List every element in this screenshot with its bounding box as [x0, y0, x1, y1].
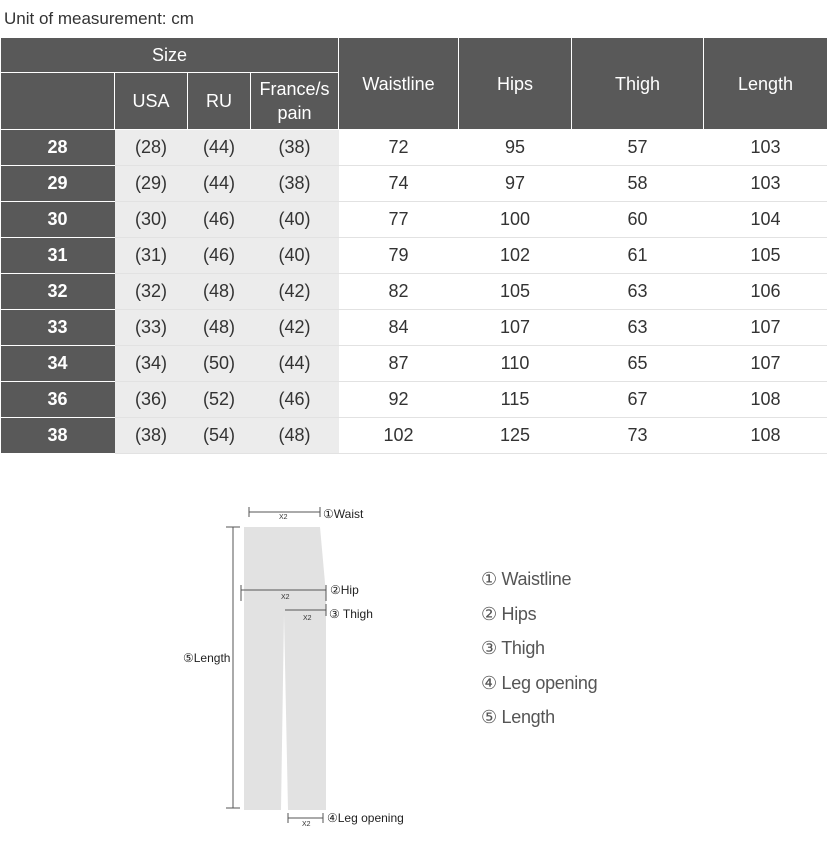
thigh-cell: 57 — [572, 130, 704, 166]
hips-cell: 125 — [459, 418, 572, 454]
size-chart-table — [0, 37, 827, 454]
waistline-cell: 84 — [339, 310, 459, 346]
thigh-cell: 60 — [572, 202, 704, 238]
france-spain-cell: (38) — [251, 130, 339, 166]
size-cell: 38 — [1, 418, 115, 454]
table-row — [1, 418, 827, 454]
usa-cell: (29) — [115, 166, 188, 202]
thigh-cell: 67 — [572, 382, 704, 418]
length-cell: 104 — [704, 202, 827, 238]
length-cell: 103 — [704, 130, 827, 166]
length-label: ⑤Length — [183, 651, 231, 665]
legend-item-leg-opening: ④ Leg opening — [481, 672, 598, 693]
france-spain-cell: (38) — [251, 166, 339, 202]
ru-cell: (48) — [188, 310, 251, 346]
size-cell: 36 — [1, 382, 115, 418]
hips-cell: 102 — [459, 238, 572, 274]
usa-cell: (32) — [115, 274, 188, 310]
ru-cell: (54) — [188, 418, 251, 454]
size-cell: 32 — [1, 274, 115, 310]
thigh-cell: 63 — [572, 274, 704, 310]
size-cell: 34 — [1, 346, 115, 382]
length-cell: 108 — [704, 382, 827, 418]
table-row — [1, 274, 827, 310]
thigh-cell: 65 — [572, 346, 704, 382]
table-row — [1, 310, 827, 346]
table-row — [1, 166, 827, 202]
table-row — [1, 382, 827, 418]
waistline-cell: 82 — [339, 274, 459, 310]
length-header: Length — [704, 38, 827, 130]
france-spain-header: France/s pain — [251, 73, 339, 130]
waistline-cell: 72 — [339, 130, 459, 166]
length-cell: 107 — [704, 346, 827, 382]
hips-cell: 105 — [459, 274, 572, 310]
length-cell: 105 — [704, 238, 827, 274]
thigh-cell: 61 — [572, 238, 704, 274]
thigh-x2-label: X2 — [303, 615, 312, 622]
hips-cell: 115 — [459, 382, 572, 418]
france-spain-cell: (40) — [251, 202, 339, 238]
size-cell: 31 — [1, 238, 115, 274]
unit-note: Unit of measurement: cm — [4, 9, 194, 28]
waistline-cell: 79 — [339, 238, 459, 274]
hip-x2-label: X2 — [281, 594, 290, 601]
size-cell: 28 — [1, 130, 115, 166]
length-cell: 107 — [704, 310, 827, 346]
table-row — [1, 202, 827, 238]
size-header: Size — [1, 38, 339, 73]
ru-cell: (48) — [188, 274, 251, 310]
leg-opening-label: ④Leg opening — [327, 811, 404, 825]
waistline-header: Waistline — [339, 38, 459, 130]
hips-cell: 110 — [459, 346, 572, 382]
table-row — [1, 238, 827, 274]
waistline-cell: 92 — [339, 382, 459, 418]
waistline-cell: 87 — [339, 346, 459, 382]
thigh-cell: 73 — [572, 418, 704, 454]
hips-header: Hips — [459, 38, 572, 130]
hips-cell: 95 — [459, 130, 572, 166]
waist-x2-label: X2 — [279, 514, 288, 521]
usa-cell: (28) — [115, 130, 188, 166]
usa-cell: (33) — [115, 310, 188, 346]
size-cell: 33 — [1, 310, 115, 346]
length-cell: 103 — [704, 166, 827, 202]
table-row — [1, 130, 827, 166]
ru-cell: (46) — [188, 202, 251, 238]
legend-item-hips: ② Hips — [481, 603, 537, 624]
pants-silhouette — [244, 527, 326, 810]
france-spain-cell: (48) — [251, 418, 339, 454]
thigh-header: Thigh — [572, 38, 704, 130]
hip-label: ②Hip — [330, 583, 359, 597]
usa-header: USA — [115, 73, 188, 130]
ru-cell: (52) — [188, 382, 251, 418]
table-row — [1, 346, 827, 382]
ru-cell: (44) — [188, 130, 251, 166]
hips-cell: 107 — [459, 310, 572, 346]
waist-label: ①Waist — [323, 507, 364, 521]
hips-cell: 97 — [459, 166, 572, 202]
thigh-cell: 63 — [572, 310, 704, 346]
ru-cell: (44) — [188, 166, 251, 202]
length-cell: 108 — [704, 418, 827, 454]
ru-header: RU — [188, 73, 251, 130]
blank-header — [1, 73, 115, 130]
length-cell: 106 — [704, 274, 827, 310]
leg-x2-label: X2 — [302, 821, 311, 828]
size-cell: 30 — [1, 202, 115, 238]
waistline-cell: 74 — [339, 166, 459, 202]
usa-cell: (36) — [115, 382, 188, 418]
france-spain-cell: (40) — [251, 238, 339, 274]
usa-cell: (34) — [115, 346, 188, 382]
france-spain-cell: (42) — [251, 274, 339, 310]
thigh-cell: 58 — [572, 166, 704, 202]
size-cell: 29 — [1, 166, 115, 202]
france-spain-cell: (42) — [251, 310, 339, 346]
france-spain-cell: (44) — [251, 346, 339, 382]
usa-cell: (31) — [115, 238, 188, 274]
hips-cell: 100 — [459, 202, 572, 238]
legend-item-thigh: ③ Thigh — [481, 638, 545, 658]
usa-cell: (38) — [115, 418, 188, 454]
legend-item-length: ⑤ Length — [481, 707, 555, 727]
legend-item-waistline: ① Waistline — [481, 569, 572, 589]
pants-measurement-diagram — [0, 495, 827, 856]
usa-cell: (30) — [115, 202, 188, 238]
thigh-label: ③ Thigh — [329, 607, 373, 621]
waistline-cell: 77 — [339, 202, 459, 238]
ru-cell: (50) — [188, 346, 251, 382]
waistline-cell: 102 — [339, 418, 459, 454]
ru-cell: (46) — [188, 238, 251, 274]
france-spain-cell: (46) — [251, 382, 339, 418]
measurement-legend — [481, 565, 597, 738]
